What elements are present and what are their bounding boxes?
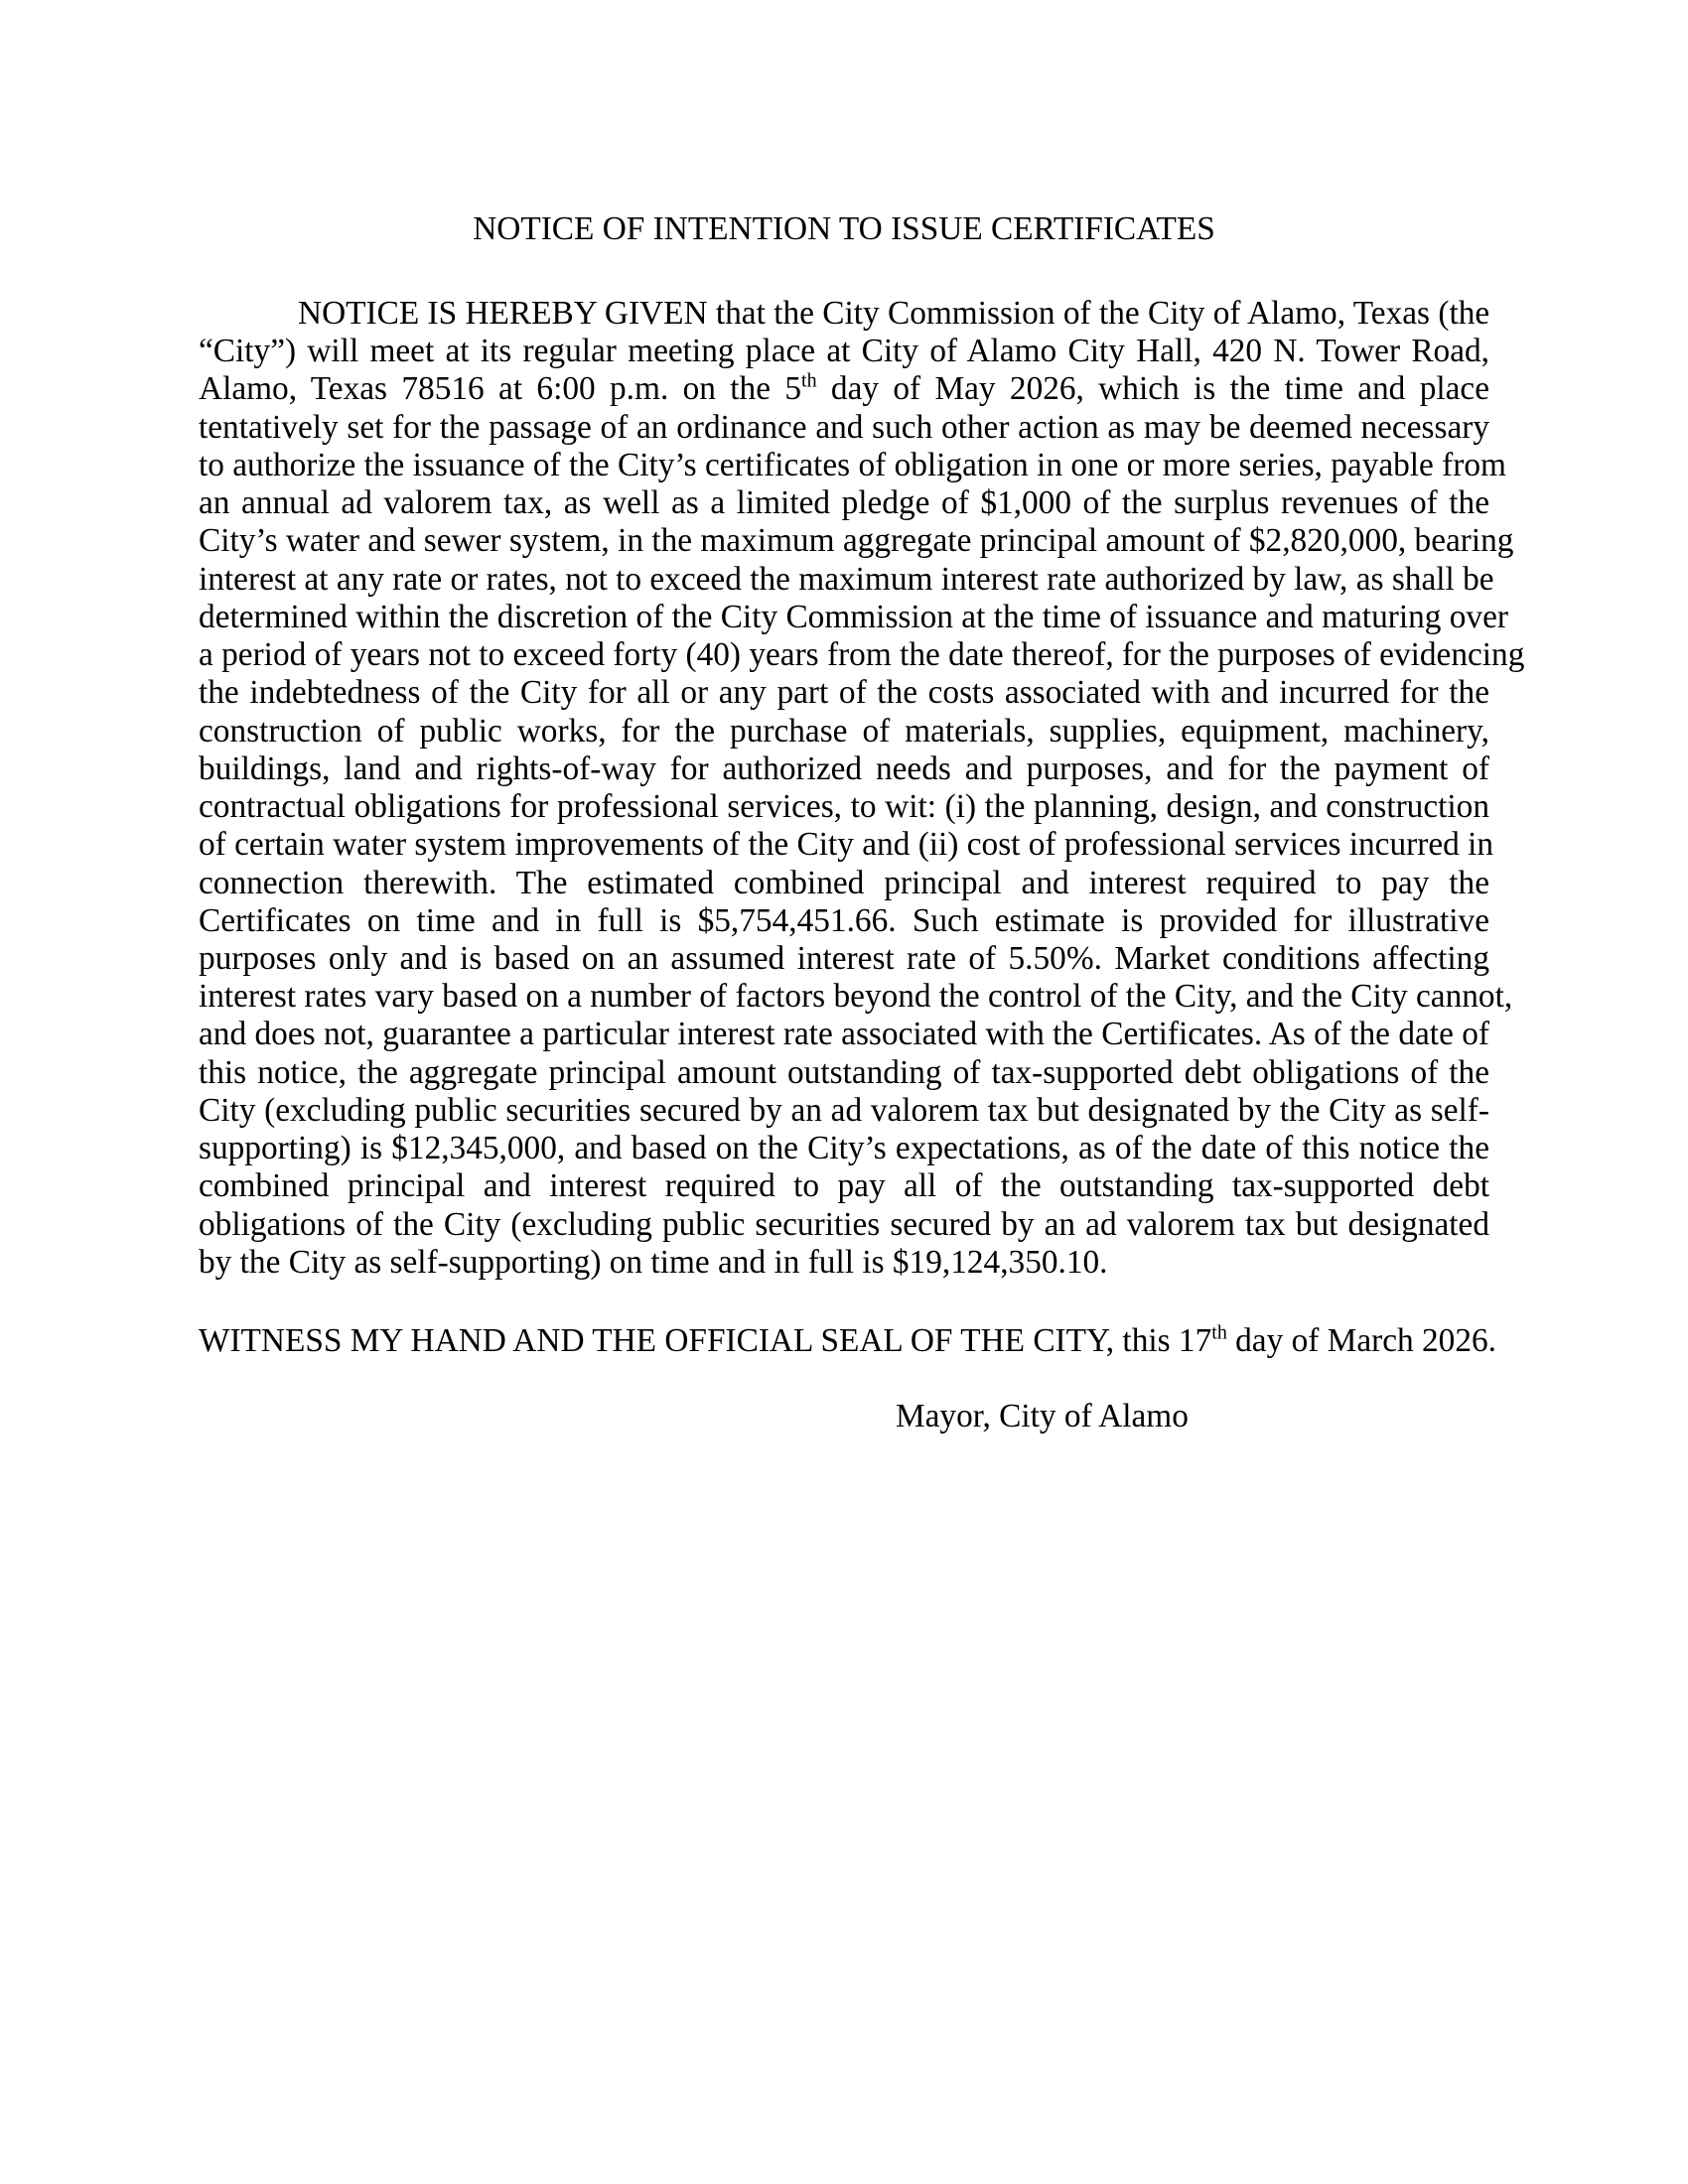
notice-body-paragraph bbox=[199, 295, 1525, 1282]
witness-text: WITNESS MY HAND AND THE OFFICIAL SEAL OF THE CITY, this 17 bbox=[199, 1322, 1212, 1359]
body-line: connection therewith. The estimated combined principal and interest required to pay the bbox=[199, 864, 1489, 901]
body-line: of certain water system improvements of the City and (ii) cost of professional services incurred in bbox=[199, 826, 1494, 864]
witness-statement bbox=[199, 1321, 1496, 1360]
body-line: “City”) will meet at its regular meeting place at City of Alamo City Hall, 420 N. Tower Road, bbox=[199, 333, 1489, 370]
ordinal-suffix: th bbox=[801, 370, 817, 393]
body-line: by the City as self-supporting) on time and in full is $19,124,350.10. bbox=[199, 1243, 1108, 1281]
meeting-date-text: Alamo, Texas 78516 at 6:00 p.m. on the 5 bbox=[199, 370, 802, 408]
body-line: obligations of the City (excluding public securities secured by an ad valorem tax but designated bbox=[199, 1205, 1489, 1243]
body-line: NOTICE IS HEREBY GIVEN that the City Commission of the City of Alamo, Texas (the bbox=[298, 295, 1490, 332]
body-line: City’s water and sewer system, in the maximum aggregate principal amount of $2,820,000, bearing bbox=[199, 522, 1514, 560]
body-line-meeting-date bbox=[199, 370, 1489, 408]
signature-label: Mayor, City of Alamo bbox=[896, 1398, 1189, 1434]
body-line: an annual ad valorem tax, as well as a limited pledge of $1,000 of the surplus revenues of the bbox=[199, 484, 1489, 522]
body-line: purposes only and is based on an assumed interest rate of 5.50%. Market conditions affecting bbox=[199, 939, 1489, 977]
body-line: buildings, land and rights-of-way for authorized needs and purposes, and for the payment of bbox=[199, 750, 1489, 787]
witness-date-text: day of March 2026. bbox=[1226, 1322, 1496, 1359]
body-line: City (excluding public securities secured by an ad valorem tax but designated by the City as self- bbox=[199, 1091, 1489, 1129]
body-line: construction of public works, for the purchase of materials, supplies, equipment, machinery, bbox=[199, 712, 1489, 750]
body-line: supporting) is $12,345,000, and based on the City’s expectations, as of the date of this notice the bbox=[199, 1130, 1489, 1167]
body-line: Certificates on time and in full is $5,754,451.66. Such estimate is provided for illustrative bbox=[199, 901, 1489, 939]
body-line: combined principal and interest required to pay all of the outstanding tax-supported debt bbox=[199, 1167, 1489, 1205]
body-line: determined within the discretion of the City Commission at the time of issuance and maturing over bbox=[199, 598, 1508, 635]
body-line: interest at any rate or rates, not to exceed the maximum interest rate authorized by law, as shall be bbox=[199, 560, 1494, 598]
body-line: interest rates vary based on a number of factors beyond the control of the City, and the City cannot, bbox=[199, 978, 1513, 1016]
body-line: and does not, guarantee a particular interest rate associated with the Certificates. As of the date of bbox=[199, 1016, 1489, 1053]
body-line: contractual obligations for professional services, to wit: (i) the planning, design, and construction bbox=[199, 788, 1489, 826]
notice-title: NOTICE OF INTENTION TO ISSUE CERTIFICATES bbox=[473, 210, 1215, 247]
body-line: a period of years not to exceed forty (40) years from the date thereof, for the purposes of evidencing bbox=[199, 636, 1525, 674]
meeting-date-text-continued: day of May 2026, which is the time and place bbox=[816, 370, 1489, 408]
body-line: to authorize the issuance of the City’s certificates of obligation in one or more series, payable from bbox=[199, 446, 1506, 483]
body-line: the indebtedness of the City for all or any part of the costs associated with and incurred for the bbox=[199, 674, 1489, 712]
ordinal-suffix: th bbox=[1211, 1321, 1227, 1344]
body-line: this notice, the aggregate principal amount outstanding of tax-supported debt obligations of the bbox=[199, 1053, 1489, 1091]
body-line: tentatively set for the passage of an ordinance and such other action as may be deemed necessary bbox=[199, 408, 1489, 446]
